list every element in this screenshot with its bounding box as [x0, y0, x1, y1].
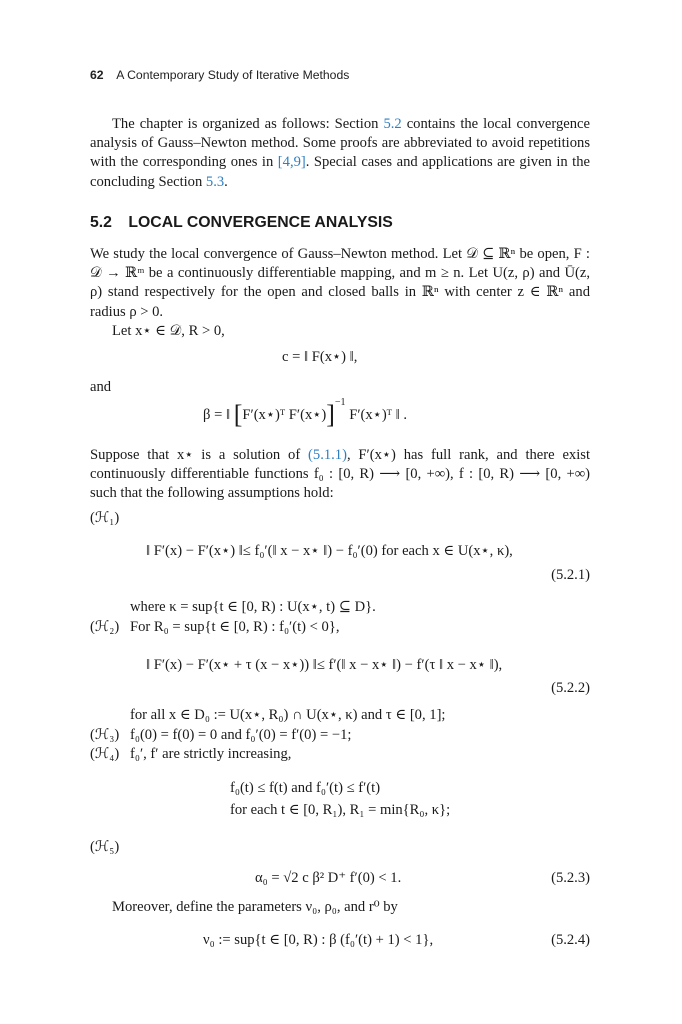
- bracket-open: [: [233, 400, 243, 429]
- equation-5-2-4: ν₀ := sup{t ∈ [0, R) : β (f₀′(t) + 1) < 1},: [203, 932, 434, 948]
- body-paragraph-2: Let x⋆ ∈ 𝒟, R > 0,: [112, 323, 225, 339]
- equation-link-5-1-1[interactable]: (5.1.1): [308, 447, 347, 463]
- beta-right: F′(x⋆)ᵀ ‖ .: [349, 407, 408, 423]
- equation-5-2-3: α₀ = √2 c β² D⁺ f′(0) < 1.: [255, 870, 402, 886]
- p3-text-a: Suppose that x⋆ is a solution of: [90, 447, 309, 463]
- inequality-line-2: for each t ∈ [0, R₁), R₁ = min{R₀, κ};: [230, 802, 451, 818]
- section-link-5-2[interactable]: 5.2: [383, 116, 402, 132]
- equation-number-5-2-1: (5.2.1): [551, 567, 590, 583]
- equation-beta: [203, 397, 408, 429]
- beta-mid: F′(x⋆)ᵀ F′(x⋆): [242, 407, 327, 423]
- section-heading: [90, 213, 393, 232]
- body-paragraph-3: [90, 446, 590, 504]
- forall-text: for all x ∈ D₀ := U(x⋆, R₀) ∩ U(x⋆, κ) and τ ∈ [0, 1];: [130, 707, 446, 723]
- citation-link-4-9[interactable]: [4,9]: [277, 154, 306, 171]
- intro-text-3: . Special cases and applications are given in the concluding Section: [90, 154, 591, 190]
- body-paragraph-1: We study the local convergence of Gauss–Newton method. Let 𝒟 ⊆ ℝⁿ be open, F : 𝒟 → ℝᵐ be a continuously differentiable mapping, and m ≥ n. Let U(z, ρ) and Ū(z, ρ) stand respectively for the open and closed balls in ℝⁿ with center z ∈ ℝⁿ and radius ρ > 0.: [90, 246, 590, 320]
- assumption-h5-label: (ℋ₅): [90, 839, 120, 855]
- section-number: 5.2: [90, 214, 112, 231]
- equation-5-2-1: ‖ F′(x) − F′(x⋆) ‖≤ f₀′(‖ x − x⋆ ‖) − f₀′(0) for each x ∈ U(x⋆, κ),: [146, 543, 513, 559]
- intro-text-4: .: [224, 173, 228, 190]
- equation-5-2-2: ‖ F′(x) − F′(x⋆ + τ (x − x⋆)) ‖≤ f′(‖ x − x⋆ ‖) − f′(τ ‖ x − x⋆ ‖),: [146, 657, 503, 673]
- section-link-5-3[interactable]: 5.3: [205, 173, 225, 190]
- assumption-h2-label: (ℋ₂): [90, 619, 120, 635]
- bracket-close: ]: [326, 400, 335, 429]
- moreover-text: Moreover, define the parameters ν₀, ρ₀, and r⁰ by: [112, 899, 398, 915]
- assumption-h2-text: For R₀ = sup{t ∈ [0, R) : f₀′(t) < 0},: [130, 619, 340, 635]
- p3-text-b: , F′(x⋆) has full rank, and there exist continuously differentiable functions f₀ : [0, R) ⟶ [0, +∞), f : [0, R) ⟶ [0, +∞) such that the following assumptions hold:: [90, 447, 591, 502]
- running-title: A Contemporary Study of Iterative Methods: [116, 68, 350, 82]
- equation-number-5-2-4: (5.2.4): [551, 932, 590, 948]
- page-number: 62: [90, 68, 104, 82]
- and-text: and: [90, 379, 112, 395]
- assumption-h1-label: (ℋ₁): [90, 510, 120, 526]
- assumption-h3-label: (ℋ₃): [90, 727, 120, 743]
- equation-number-5-2-3: (5.2.3): [551, 870, 590, 886]
- intro-text-2: contains the local convergence analysis of Gauss–Newton method. Some proofs are abbreviated to avoid repetitions with the corresponding ones in: [90, 116, 590, 171]
- beta-left: β = ‖: [203, 407, 231, 423]
- assumption-h3-text: f₀(0) = f(0) = 0 and f₀′(0) = f′(0) = −1;: [130, 727, 352, 743]
- intro-text-1: The chapter is organized as follows: Section: [112, 116, 384, 132]
- section-title: LOCAL CONVERGENCE ANALYSIS: [128, 214, 393, 231]
- kappa-definition: where κ = sup{t ∈ [0, R) : U(x⋆, t) ⊆ D}.: [130, 599, 376, 615]
- intro-paragraph: [90, 115, 590, 192]
- equation-number-5-2-2: (5.2.2): [551, 680, 590, 696]
- assumption-h4-label: (ℋ₄): [90, 746, 120, 762]
- assumption-h4-text: f₀′, f′ are strictly increasing,: [130, 746, 292, 762]
- page-header: [90, 66, 349, 85]
- inequality-line-1: f₀(t) ≤ f(t) and f₀′(t) ≤ f′(t): [230, 780, 381, 796]
- equation-c: c = ‖ F(x⋆) ‖,: [282, 349, 358, 365]
- beta-inverse-exponent: −1: [334, 397, 346, 408]
